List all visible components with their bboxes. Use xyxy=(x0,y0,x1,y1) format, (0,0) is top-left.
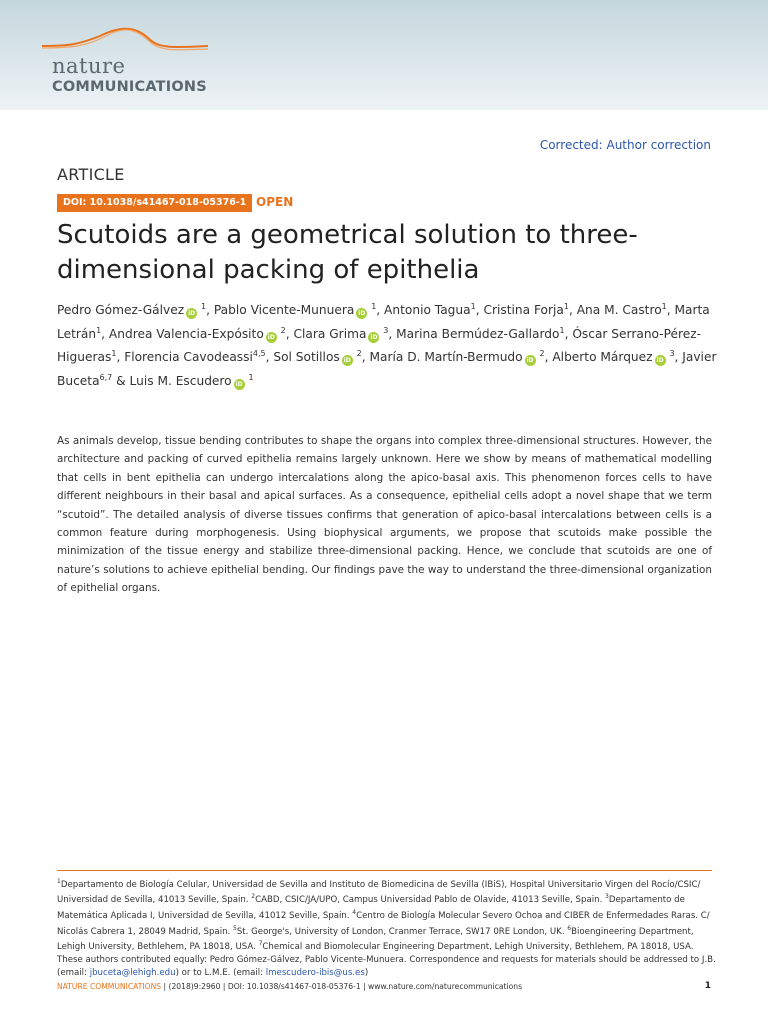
author-separator: & xyxy=(112,373,130,388)
affiliation-marker: 1 xyxy=(371,302,377,311)
author-name[interactable]: Antonio Tagua xyxy=(384,303,471,318)
article-type-label: ARTICLE xyxy=(57,165,125,184)
author xyxy=(130,374,254,388)
author-name[interactable]: Pablo Vicente-Munuera xyxy=(213,303,355,318)
affiliation-number: 3 xyxy=(605,893,609,901)
author xyxy=(57,303,214,317)
orcid-icon[interactable]: iD xyxy=(358,310,366,318)
page-footer xyxy=(57,982,522,991)
affiliation-marker: 1 xyxy=(470,302,476,311)
affiliation-marker: 2 xyxy=(356,349,362,359)
author-separator: , xyxy=(116,350,125,365)
author-separator: , xyxy=(101,326,109,341)
author-name[interactable]: Marta Letrán xyxy=(57,303,710,341)
author-name[interactable]: Luis M. Escudero xyxy=(129,373,232,388)
author-name[interactable]: Alberto Márquez xyxy=(552,350,653,365)
author xyxy=(109,327,294,341)
affiliation-marker: 3 xyxy=(669,349,675,359)
affiliation-marker: 1 xyxy=(248,372,254,382)
author-name[interactable]: Marina Bermúdez-Gallardo xyxy=(396,326,560,341)
author-separator: , xyxy=(564,326,573,341)
author-name[interactable]: Pedro Gómez-Gálvez xyxy=(57,303,185,318)
author-name[interactable]: Florencia Cavodeassi xyxy=(124,350,253,365)
contribution-note: These authors contributed equally: Pedro Gómez-Gálvez, Pablo Vicente-Munuera. Correspondence and requests for materials should be addressed to J.B. (email: xyxy=(57,954,716,978)
orcid-icon[interactable]: iD xyxy=(267,333,275,341)
affiliation-text: St. George's, University of London, Cranmer Terrace, SW17 0RE London, UK. xyxy=(236,926,568,937)
journal-logo-communications: COMMUNICATIONS xyxy=(52,79,207,95)
affiliation-marker: 3 xyxy=(383,325,389,335)
author-name[interactable]: Sol Sotillos xyxy=(273,350,340,365)
affiliation-text: Departamento de Biología Celular, Universidad de Sevilla and Instituto de Biomedicina de Sevilla (IBiS), Hospital Universitario Virgen del Rocío/CSIC/ Universidad de Sevilla, 41013 Seville, Spain. xyxy=(57,879,701,906)
orcid-icon[interactable]: iD xyxy=(370,333,378,341)
orcid-icon[interactable]: iD xyxy=(526,357,534,365)
affiliation-marker: 4,5 xyxy=(252,349,266,359)
author xyxy=(294,327,397,341)
author-separator: , xyxy=(285,326,294,341)
affiliations xyxy=(57,876,717,979)
journal-logo-nature: nature xyxy=(52,54,126,78)
author-name[interactable]: Clara Grima xyxy=(293,326,367,341)
affiliation-marker: 2 xyxy=(539,349,545,359)
affiliation-text: Chemical and Biomolecular Engineering Department, Lehigh University, Bethlehem, PA 18018, USA. xyxy=(262,942,694,953)
author-list xyxy=(57,297,717,391)
author-separator: , xyxy=(361,350,370,365)
affiliation-number: 7 xyxy=(258,940,263,948)
affiliation-list xyxy=(57,880,710,952)
contribution-note-mid: ) or to L.M.E. (email: xyxy=(175,967,266,978)
author-separator: , xyxy=(475,303,484,318)
author xyxy=(552,350,682,364)
author-name[interactable]: María D. Martín-Bermudo xyxy=(369,350,523,365)
author xyxy=(483,303,576,317)
author-separator: , xyxy=(265,350,274,365)
email-link-buceta[interactable]: jbuceta@lehigh.edu xyxy=(89,967,176,978)
author xyxy=(124,350,273,364)
author-separator: , xyxy=(388,326,397,341)
author-separator: , xyxy=(544,350,553,365)
author-name[interactable]: Andrea Valencia-Expósito xyxy=(108,326,264,341)
author xyxy=(396,327,572,341)
author-name[interactable]: Javier Buceta xyxy=(57,350,717,388)
author-name[interactable]: Óscar Serrano-Pérez-Higueras xyxy=(57,326,702,365)
author xyxy=(214,303,384,317)
affiliation-marker: 6,7 xyxy=(99,372,113,382)
page-number: 1 xyxy=(704,981,711,991)
orcid-icon[interactable]: iD xyxy=(656,357,664,365)
affiliation-marker: 1 xyxy=(96,325,102,335)
footer-citation: | (2018)9:2960 | DOI: 10.1038/s41467-018-05376-1 | www.nature.com/naturecommunications xyxy=(161,982,523,991)
affiliation-text: Bioengineering Department, Lehigh University, Bethlehem, PA 18018, USA. xyxy=(57,926,694,953)
author-separator: , xyxy=(206,303,214,318)
author-separator: , xyxy=(376,303,385,318)
author-name[interactable]: Ana M. Castro xyxy=(576,303,662,318)
author-name[interactable]: Cristina Forja xyxy=(483,303,564,318)
orcid-icon[interactable]: iD xyxy=(235,380,243,388)
affiliation-marker: 1 xyxy=(201,302,207,311)
author xyxy=(369,350,552,364)
affiliation-marker: 1 xyxy=(563,302,569,311)
footnote-divider xyxy=(57,870,712,871)
affiliation-number: 6 xyxy=(567,924,572,932)
author xyxy=(384,303,483,317)
affiliation-number: 4 xyxy=(352,909,357,917)
article-title: Scutoids are a geometrical solution to three-dimensional packing of epithelia xyxy=(57,220,638,285)
affiliation-marker: 1 xyxy=(559,325,565,335)
affiliation-text: CABD, CSIC/JA/UPO, Campus Universidad Pablo de Olavide, 41013 Seville, Spain. xyxy=(255,895,606,906)
author-separator: , xyxy=(674,350,683,365)
affiliation-marker: 1 xyxy=(661,302,667,311)
affiliation-number: 2 xyxy=(251,893,256,901)
orcid-icon[interactable]: iD xyxy=(343,357,351,365)
affiliation-text: Centro de Biología Molecular Severo Ochoa and CIBER de Enfermedades Raras. C/ Nicolás Cabrera 1, 28049 Madrid, Spain. xyxy=(57,910,710,937)
author xyxy=(577,303,675,317)
affiliation-text: Departamento de Matemática Aplicada I, Universidad de Sevilla, 41012 Seville, Spain. xyxy=(57,895,685,921)
contribution-note-end: ) xyxy=(364,967,369,978)
author-separator: , xyxy=(568,303,577,318)
open-access-label: OPEN xyxy=(256,195,294,209)
affiliation-marker: 1 xyxy=(111,349,117,359)
abstract: As animals develop, tissue bending contributes to shape the organs into complex three-dimensional structures. However, the architecture and packing of curved epithelia remains largely unknown. Here we show by means of mathematical modelling that cells in bent epithelia can undergo intercalations along the apico-basal axis. This phenomenon forces cells to have different neighbours in their basal and apical surfaces. As a consequence, epithelial cells adopt a novel shape that we term “scutoid”. The detailed analysis of diverse tissues confirms that generation of apico-basal intercalations between cells is a common feature during morphogenesis. Using biophysical arguments, we propose that scutoids make possible the minimization of the tissue energy and stabilize three-dimensional packing. Hence, we conclude that scutoids are one of nature’s solutions to achieve epithelial bending. Our findings pave the way to understand the three-dimensional organization of epithelial organs. xyxy=(57,435,712,595)
footer-journal: NATURE COMMUNICATIONS xyxy=(57,982,162,991)
author xyxy=(273,350,369,364)
email-link-escudero[interactable]: lmescudero-ibis@us.es xyxy=(265,967,365,978)
affiliation-number: 5 xyxy=(233,924,237,932)
orcid-icon[interactable]: iD xyxy=(188,310,196,318)
doi-badge[interactable]: DOI: 10.1038/s41467-018-05376-1 xyxy=(57,194,252,212)
affiliation-marker: 2 xyxy=(280,325,286,335)
correction-link[interactable]: Corrected: Author correction xyxy=(539,138,711,152)
author-separator: , xyxy=(666,303,675,318)
affiliation-number: 1 xyxy=(57,878,61,885)
